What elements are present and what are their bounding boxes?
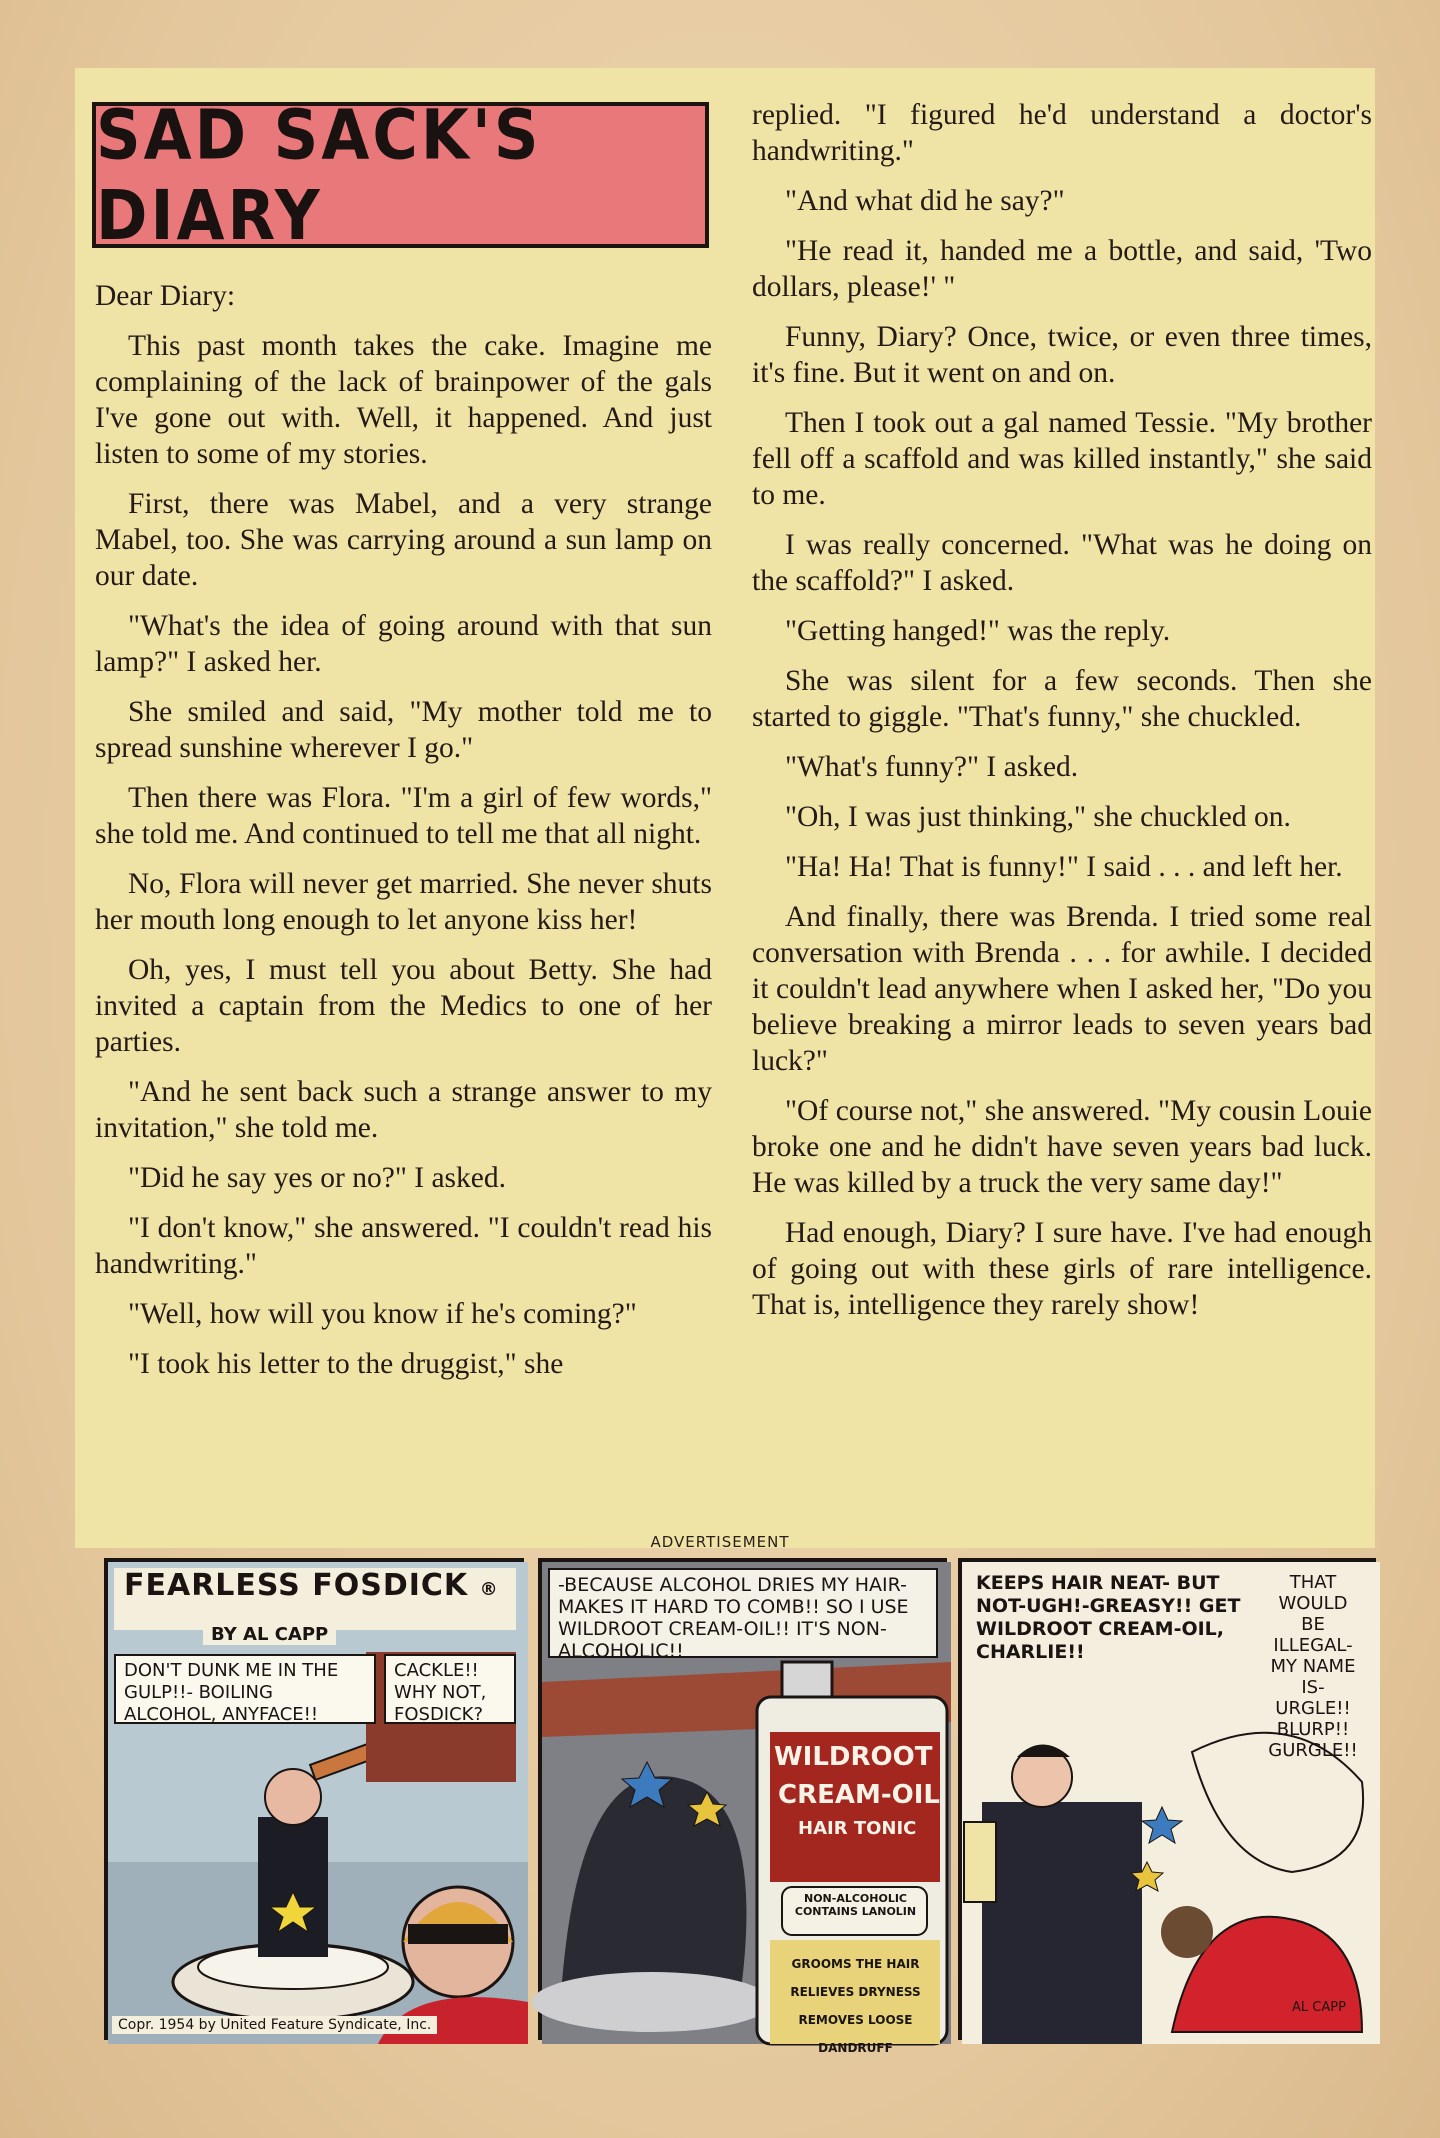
caption-box: KEEPS HAIR NEAT- BUT NOT-UGH!-GREASY!! GET WILDROOT CREAM-OIL, CHARLIE!! xyxy=(976,1572,1241,1663)
paragraph: Had enough, Diary? I sure have. I've had enough of going out with these girls of rare intelligence. That is, intelligence they rarely show! xyxy=(752,1217,1372,1321)
paragraph: "Oh, I was just thinking," she chuckled on. xyxy=(785,801,1291,833)
left-column xyxy=(95,278,712,1396)
paragraph: "What's funny?" I asked. xyxy=(785,751,1079,783)
artist-signature: AL CAPP xyxy=(1292,2000,1346,2015)
speech-bubble-fosdick: DON'T DUNK ME IN THE GULP!!- BOILING ALCOHOL, ANYFACE!! xyxy=(114,1654,376,1724)
paragraph: "I took his letter to the druggist," she xyxy=(128,1348,564,1380)
paragraph: "Ha! Ha! That is funny!" I said . . . and left her. xyxy=(785,851,1343,883)
fosdick-logo: FEARLESS FOSDICK xyxy=(124,1568,469,1603)
copyright-note: Copr. 1954 by United Feature Syndicate, Inc. xyxy=(112,2016,437,2034)
byline: BY AL CAPP xyxy=(203,1624,336,1645)
paragraph: This past month takes the cake. Imagine me complaining of the lack of brainpower of the gals I've gone out with. Well, it happened. And just listen to some of my stories. xyxy=(95,330,712,470)
paragraph: "And what did he say?" xyxy=(785,185,1065,217)
title-box xyxy=(92,94,709,256)
speech-bubble-fosdick: -BECAUSE ALCOHOL DRIES MY HAIR-MAKES IT HARD TO COMB!! SO I USE WILDROOT CREAM-OIL!! IT'S NON-ALCOHOLIC!! xyxy=(548,1568,938,1658)
bottle-claim: GROOMS THE HAIR xyxy=(791,1957,920,1971)
paragraph: Funny, Diary? Once, twice, or even three times, it's fine. But it went on and on. xyxy=(752,321,1372,389)
paragraph: Then there was Flora. "I'm a girl of few words," she told me. And continued to tell me that all night. xyxy=(95,782,712,850)
bottle-subtitle: HAIR TONIC xyxy=(798,1818,917,1839)
fosdick-logo-box xyxy=(114,1568,516,1630)
ad-panel-fosdick xyxy=(104,1558,524,2040)
paragraph: Then I took out a gal named Tessie. "My brother fell off a scaffold and was killed instantly," she said to me. xyxy=(752,407,1372,511)
paragraph: She smiled and said, "My mother told me to spread sunshine wherever I go." xyxy=(95,696,712,764)
bottle-claim: REMOVES LOOSE DANDRUFF xyxy=(798,2013,913,2055)
paragraph: And finally, there was Brenda. I tried some real conversation with Brenda . . . for awhile. I decided it couldn't lead anywhere when I asked her, "Do you believe breaking a mirror leads to seven years bad luck?" xyxy=(752,901,1372,1077)
paragraph: "I don't know," she answered. "I couldn't read his handwriting." xyxy=(95,1212,712,1280)
ad-panel-wildroot-bottle xyxy=(538,1558,947,2055)
right-column xyxy=(752,97,1372,1337)
registered-mark: ® xyxy=(479,1579,499,1600)
paragraph: "Of course not," she answered. "My cousin Louie broke one and he didn't have seven years bad luck. He was killed by a truck the very same day!" xyxy=(752,1095,1372,1199)
ad-panel-fosdick-charlie xyxy=(958,1558,1376,2040)
paragraph: "And he sent back such a strange answer to my invitation," she told me. xyxy=(95,1076,712,1144)
paragraph: replied. "I figured he'd understand a doctor's handwriting." xyxy=(752,99,1372,167)
page-title: SAD SACK'S DIARY xyxy=(96,94,542,256)
paragraph: "Well, how will you know if he's coming?" xyxy=(128,1298,637,1330)
paragraph: "He read it, handed me a bottle, and said, 'Two dollars, please!' " xyxy=(752,235,1372,303)
bottle-claim: RELIEVES DRYNESS xyxy=(790,1985,921,1999)
paragraph: Oh, yes, I must tell you about Betty. She had invited a captain from the Medics to one of her parties. xyxy=(95,954,712,1058)
paragraph: "Did he say yes or no?" I asked. xyxy=(128,1162,506,1194)
advertisement-label: ADVERTISEMENT xyxy=(650,1533,790,1551)
bottle-badge: NON-ALCOHOLIC CONTAINS LANOLIN xyxy=(794,1892,917,1918)
paragraph: I was really concerned. "What was he doing on the scaffold?" I asked. xyxy=(752,529,1372,597)
bottle-product: CREAM-OIL xyxy=(778,1780,940,1810)
bottle-brand: WILDROOT xyxy=(774,1742,933,1772)
paragraph: "Getting hanged!" was the reply. xyxy=(785,615,1171,647)
paragraph: She was silent for a few seconds. Then she started to giggle. "That's funny," she chuckled. xyxy=(752,665,1372,733)
paragraph: No, Flora will never get married. She never shuts her mouth long enough to let anyone kiss her! xyxy=(95,868,712,936)
bottle-claims xyxy=(778,1950,933,2062)
speech-bubble-charlie: THAT WOULD BE ILLEGAL- MY NAME IS-URGLE!! BLURP!! GURGLE!! xyxy=(1268,1572,1358,1761)
paragraph: "What's the idea of going around with that sun lamp?" I asked her. xyxy=(95,610,712,678)
speech-bubble-villain: CACKLE!! WHY NOT, FOSDICK? xyxy=(384,1654,516,1724)
paragraph: Dear Diary: xyxy=(95,280,236,312)
paragraph: First, there was Mabel, and a very strange Mabel, too. She was carrying around a sun lamp on our date. xyxy=(95,488,712,592)
